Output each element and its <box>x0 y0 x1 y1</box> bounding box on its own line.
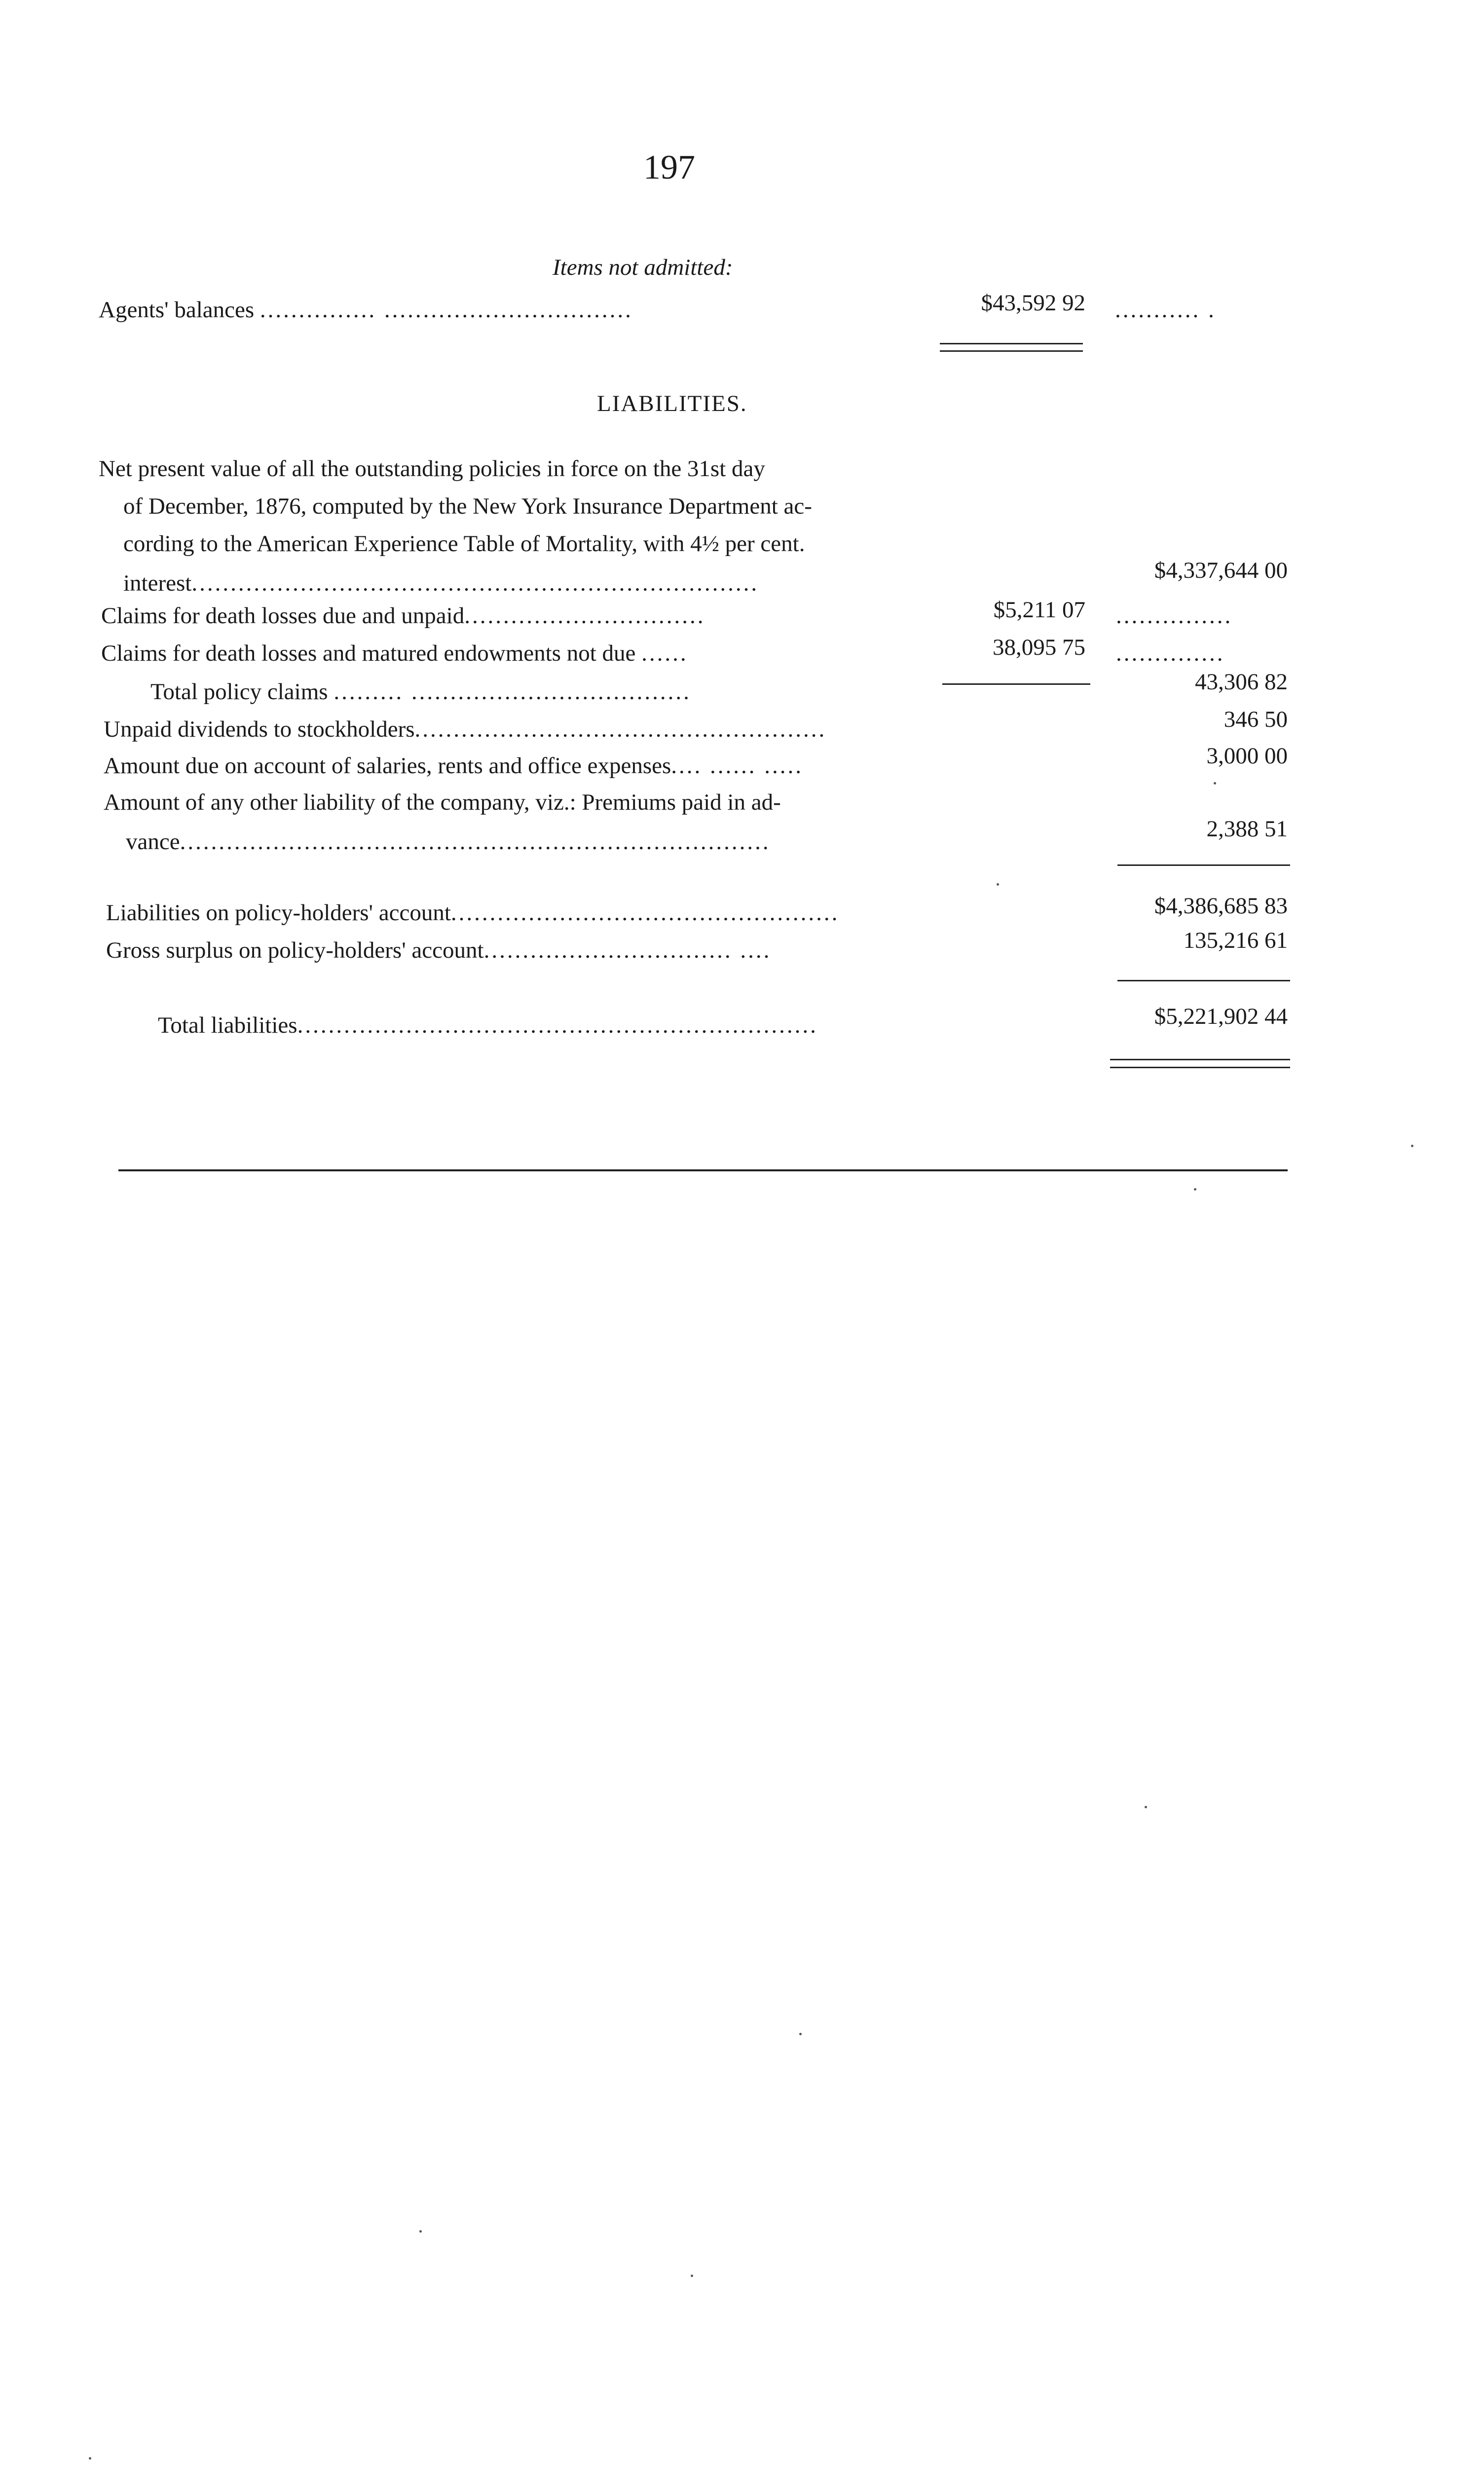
gross-surplus-label <box>106 935 771 965</box>
double-rule-top <box>940 343 1083 344</box>
liabilities-heading: LIABILITIES. <box>597 391 747 416</box>
scan-speck <box>1411 1145 1413 1147</box>
policy-holders-liabilities-label <box>106 898 839 928</box>
net-present-value-dots: ......................................................................... <box>191 570 759 596</box>
agents-balances-trail: ........... . <box>1115 297 1216 323</box>
unpaid-dividends-dots: ..................................................... <box>414 716 827 742</box>
total-policy-claims-amount: 43,306 82 <box>1195 669 1288 695</box>
scan-speck <box>1145 1806 1147 1808</box>
unpaid-dividends-label <box>104 714 826 744</box>
total-liabilities-amount: $5,221,902 44 <box>1154 1004 1288 1029</box>
policy-holders-liabilities-dots: .................................................. <box>450 900 840 926</box>
total-rule <box>1117 980 1290 981</box>
page-number: 197 <box>643 149 695 187</box>
total-liabilities-dots: ................................................................... <box>297 1012 818 1038</box>
claims-not-due-amount: 38,095 75 <box>993 635 1085 660</box>
net-present-value-interest: interest <box>123 570 192 596</box>
other-liability-amount: 2,388 51 <box>1206 816 1288 842</box>
policy-holders-liabilities-amount: $4,386,685 83 <box>1154 893 1288 919</box>
unpaid-dividends-text: Unpaid dividends to stockholders <box>104 716 415 742</box>
other-liability-line2 <box>126 827 771 857</box>
total-liabilities-label <box>158 1010 818 1040</box>
agents-balances-dots: ............... ................................ <box>260 297 633 323</box>
salaries-dots: .... ...... ..... <box>671 753 804 779</box>
salaries-text: Amount due on account of salaries, rents and office expenses <box>104 753 671 779</box>
claims-due-trail: ............... <box>1116 603 1233 629</box>
other-liability-vance: vance <box>126 829 180 855</box>
gross-surplus-text: Gross surplus on policy-holders' account <box>106 937 484 963</box>
claims-due-dots: ............................... <box>464 603 705 629</box>
claims-due-text: Claims for death losses due and unpaid <box>101 603 465 629</box>
net-present-value-line4 <box>123 568 759 598</box>
section-end-rule <box>118 1169 1288 1171</box>
total-policy-claims-label <box>150 677 691 707</box>
agents-balances-label <box>99 295 633 325</box>
scan-speck <box>691 2275 693 2277</box>
total-liabilities-text: Total liabilities <box>158 1012 297 1038</box>
total-policy-claims-dots: ......... .................................... <box>334 679 691 705</box>
net-present-value-line2: of December, 1876, computed by the New York Insurance Department ac- <box>123 493 812 519</box>
claims-not-due-label <box>101 638 688 668</box>
salaries-amount: 3,000 00 <box>1206 743 1288 769</box>
scan-speck <box>1214 782 1216 785</box>
double-rule-bottom <box>940 350 1083 352</box>
net-present-value-amount: $4,337,644 00 <box>1154 558 1288 583</box>
claims-due-amount: $5,211 07 <box>993 597 1085 623</box>
scan-speck <box>1194 1188 1196 1191</box>
salaries-label <box>104 751 803 781</box>
agents-balances-text: Agents' balances <box>99 297 255 323</box>
final-double-rule-top <box>1110 1059 1290 1060</box>
other-liability-dots: ............................................................................ <box>180 829 771 855</box>
claims-due-label <box>101 601 705 631</box>
agents-balances-amount: $43,592 92 <box>981 290 1085 316</box>
scan-speck <box>419 2230 422 2233</box>
claims-not-due-dots: ...... <box>641 640 688 666</box>
policy-claims-rule <box>942 683 1090 685</box>
net-present-value-line3: cording to the American Experience Table of Mortality, with 4½ per cent. <box>123 531 805 557</box>
final-double-rule-bottom <box>1110 1067 1290 1068</box>
scan-speck <box>799 2033 802 2035</box>
items-not-admitted-heading: Items not admitted: <box>553 255 733 280</box>
other-liability-line1: Amount of any other liability of the company, viz.: Premiums paid in ad- <box>104 789 781 815</box>
gross-surplus-dots: ................................ .... <box>483 937 772 963</box>
scan-speck <box>89 2457 91 2460</box>
claims-not-due-text: Claims for death losses and matured endowments not due <box>101 640 636 666</box>
total-policy-claims-text: Total policy claims <box>150 679 328 705</box>
subtotal-rule <box>1117 864 1290 866</box>
unpaid-dividends-amount: 346 50 <box>1224 707 1288 732</box>
net-present-value-line1: Net present value of all the outstanding policies in force on the 31st day <box>99 456 765 482</box>
policy-holders-liabilities-text: Liabilities on policy-holders' account <box>106 900 451 926</box>
gross-surplus-amount: 135,216 61 <box>1183 928 1288 953</box>
scan-speck <box>997 883 999 886</box>
claims-not-due-trail: .............. <box>1116 640 1225 666</box>
